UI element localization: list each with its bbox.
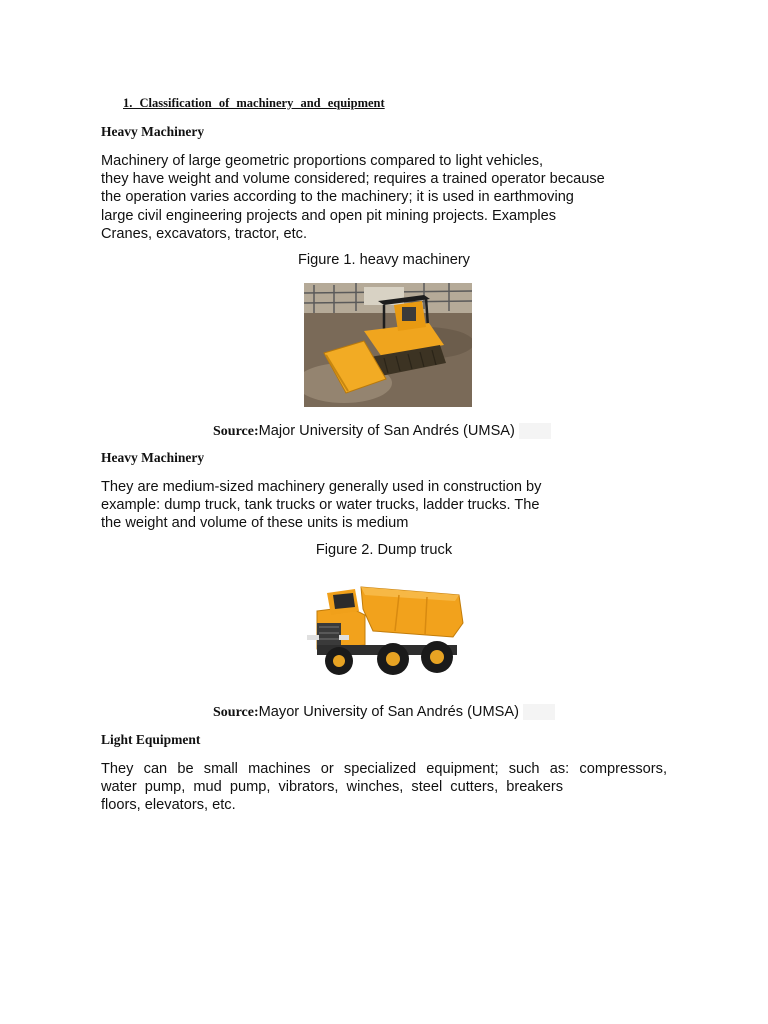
- paragraph-line: floors, elevators, etc.: [101, 797, 236, 814]
- heading-light-equipment: Light Equipment: [101, 732, 201, 747]
- source-text: Mayor University of San Andrés (UMSA): [258, 704, 519, 720]
- bulldozer-image: [304, 283, 472, 407]
- source-label: Source:: [213, 705, 259, 720]
- figure-1-caption: Figure 1. heavy machinery: [298, 252, 470, 268]
- paragraph-line: They can be small machines or specialized equipment; such as: compressors,: [101, 761, 667, 777]
- paragraph-line: Cranes, excavators, tractor, etc.: [101, 225, 308, 242]
- source-label: Source:: [213, 424, 259, 439]
- section-title: 1. Classification of machinery and equipment: [123, 96, 385, 110]
- heading-heavy-machinery-2: Heavy Machinery: [101, 450, 205, 465]
- paragraph-line: They are medium-sized machinery generally used in construction by: [101, 479, 542, 495]
- paragraph-line: the weight and volume of these units is medium: [101, 515, 409, 532]
- figure-2-source: [213, 704, 555, 721]
- paragraph-heavy-machinery-2: [101, 478, 541, 533]
- paragraph-line: large civil engineering projects and open pit mining projects. Examples: [101, 207, 557, 224]
- paragraph-line: the operation varies according to the machinery; it is used in earthmoving: [101, 189, 574, 206]
- paragraph-line: water pump, mud pump, vibrators, winches, steel cutters, breakers: [101, 779, 563, 796]
- dump-truck-image: [303, 575, 467, 681]
- source-text: Major University of San Andrés (UMSA): [258, 423, 515, 439]
- paragraph-heavy-machinery-1: [101, 152, 605, 243]
- paragraph-line: they have weight and volume considered; requires a trained operator because: [101, 171, 605, 188]
- heading-heavy-machinery-1: Heavy Machinery: [101, 124, 205, 139]
- figure-1-source: [213, 423, 551, 440]
- paragraph-light-equipment: [101, 760, 667, 815]
- paragraph-line: Machinery of large geometric proportions compared to light vehicles,: [101, 153, 544, 169]
- paragraph-line: example: dump truck, tank trucks or water trucks, ladder trucks. The: [101, 497, 540, 514]
- figure-2-caption: Figure 2. Dump truck: [315, 542, 453, 558]
